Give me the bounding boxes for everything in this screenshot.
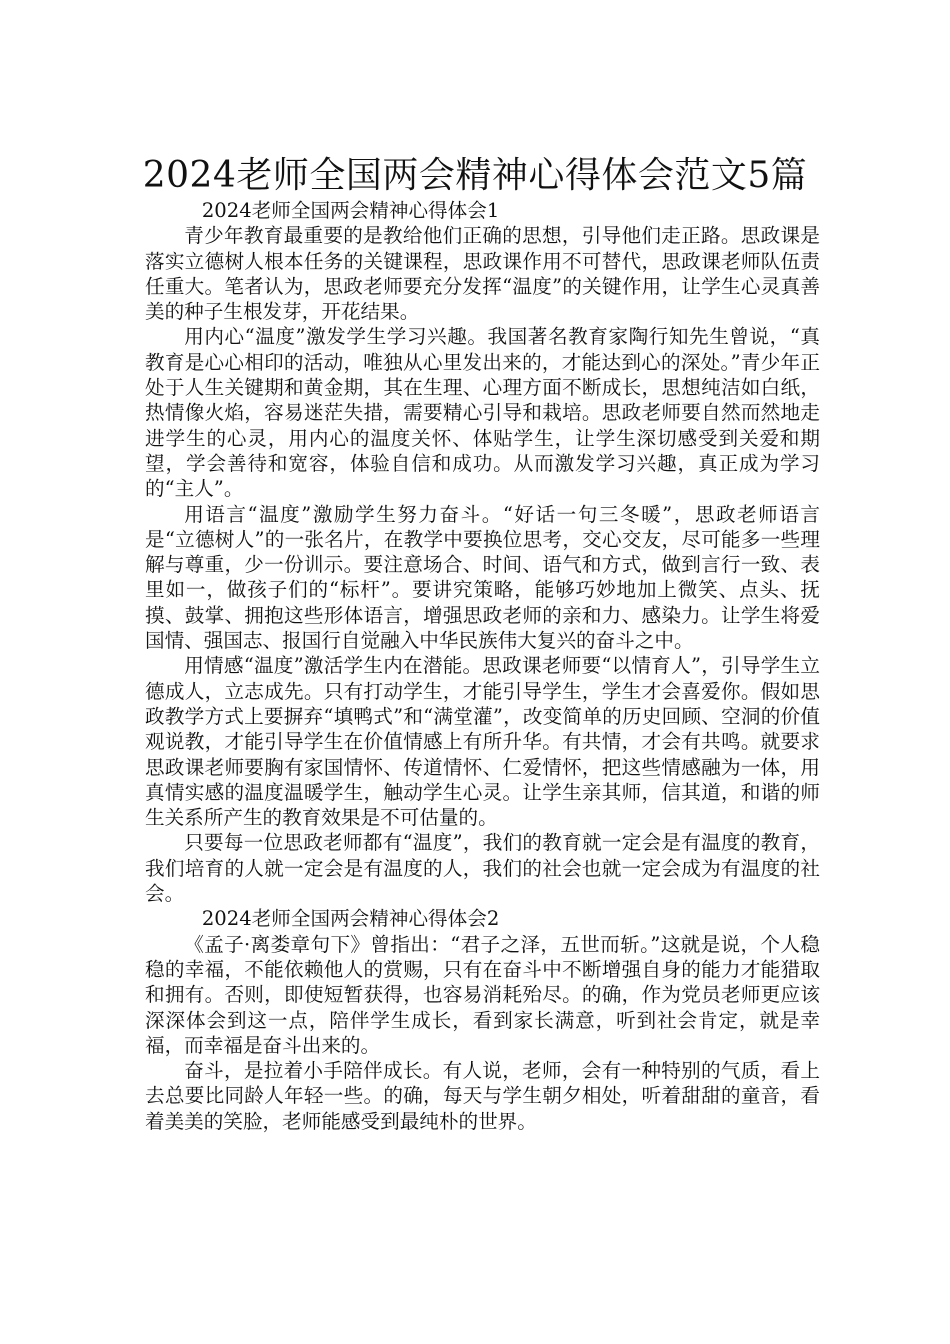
paragraph: 用内心“温度”激发学生学习兴趣。我国著名教育家陶行知先生曾说，“真教育是心心相印的活动，唯独从心里发出来的，才能达到心的深处。”青少年正处于人生关键期和黄金期，其在生理、心理方面不断成长，思想纯洁如白纸，热情像火焰，容易迷茫失措，需要精心引导和栽培。思政老师要自然而然地走进学生的心灵，用内心的温度关怀、体贴学生，让学生深切感受到关爱和期望，学会善待和宽容，体验自信和成功。从而激发学习兴趣，真正成为学习的“主人”。 bbox=[145, 325, 820, 501]
paragraph: 用情感“温度”激活学生内在潜能。思政课老师要“以情育人”，引导学生立德成人，立志成先。只有打动学生，才能引导学生，学生才会喜爱你。假如思政教学方式上要摒弃“填鸭式”和“满堂灌”，改变简单的历史回顾、空洞的价值观说教，才能引导学生在价值情感上有所升华。有共情，才会有共鸣。就要求思政课老师要胸有家国情怀、传道情怀、仁爱情怀，把这些情感融为一体，用真情实感的温度温暖学生，触动学生心灵。让学生亲其师，信其道，和谐的师生关系所产生的教育效果是不可估量的。 bbox=[145, 654, 820, 830]
document-title: 2024老师全国两会精神心得体会范文5篇 bbox=[142, 155, 808, 197]
paragraph: 奋斗，是拉着小手陪伴成长。有人说，老师，会有一种特别的气质，看上去总要比同龄人年轻一些。的确，每天与学生朝夕相处，听着甜甜的童音，看着美美的笑脸，老师能感受到最纯朴的世界。 bbox=[145, 1059, 820, 1133]
section-heading-1: 2024老师全国两会精神心得体会1 bbox=[201, 199, 500, 222]
paragraph: 青少年教育最重要的是教给他们正确的思想，引导他们走正路。思政课是落实立德树人根本任务的关键课程，思政课作用不可替代，思政课老师队伍责任重大。笔者认为，思政老师要充分发挥“温度”的关键作用，让学生心灵真善美的种子生根发芽，开花结果。 bbox=[145, 224, 820, 324]
section-heading-2: 2024老师全国两会精神心得体会2 bbox=[201, 907, 500, 931]
paragraph: 《孟子·离娄章句下》曾指出：“君子之泽，五世而斩。”这就是说，个人稳稳的幸福，不能依赖他人的赏赐，只有在奋斗中不断增强自身的能力才能猎取和拥有。否则，即使短暂获得，也容易消耗殆尽。的确，作为党员老师更应该深深体会到这一点，陪伴学生成长，看到家长满意，听到社会肯定，就是幸福，而幸福是奋斗出来的。 bbox=[145, 932, 820, 1057]
document-body bbox=[145, 198, 820, 1134]
paragraph: 用语言“温度”激励学生努力奋斗。“好话一句三冬暖”，思政老师语言是“立德树人”的一张名片，在教学中要换位思考，交心交友，尽可能多一些理解与尊重，少一份训示。要注意场合、时间、语气和方式，做到言行一致、表里如一，做孩子们的“标杆”。要讲究策略，能够巧妙地加上微笑、点头、抚摸、鼓掌、拥抱这些形体语言，增强思政老师的亲和力、感染力。让学生将爱国情、强国志、报国行自觉融入中华民族伟大复兴的奋斗之中。 bbox=[145, 502, 820, 653]
paragraph: 只要每一位思政老师都有“温度”，我们的教育就一定会是有温度的教育，我们培育的人就一定会是有温度的人，我们的社会也就一定会成为有温度的社会。 bbox=[145, 831, 820, 906]
